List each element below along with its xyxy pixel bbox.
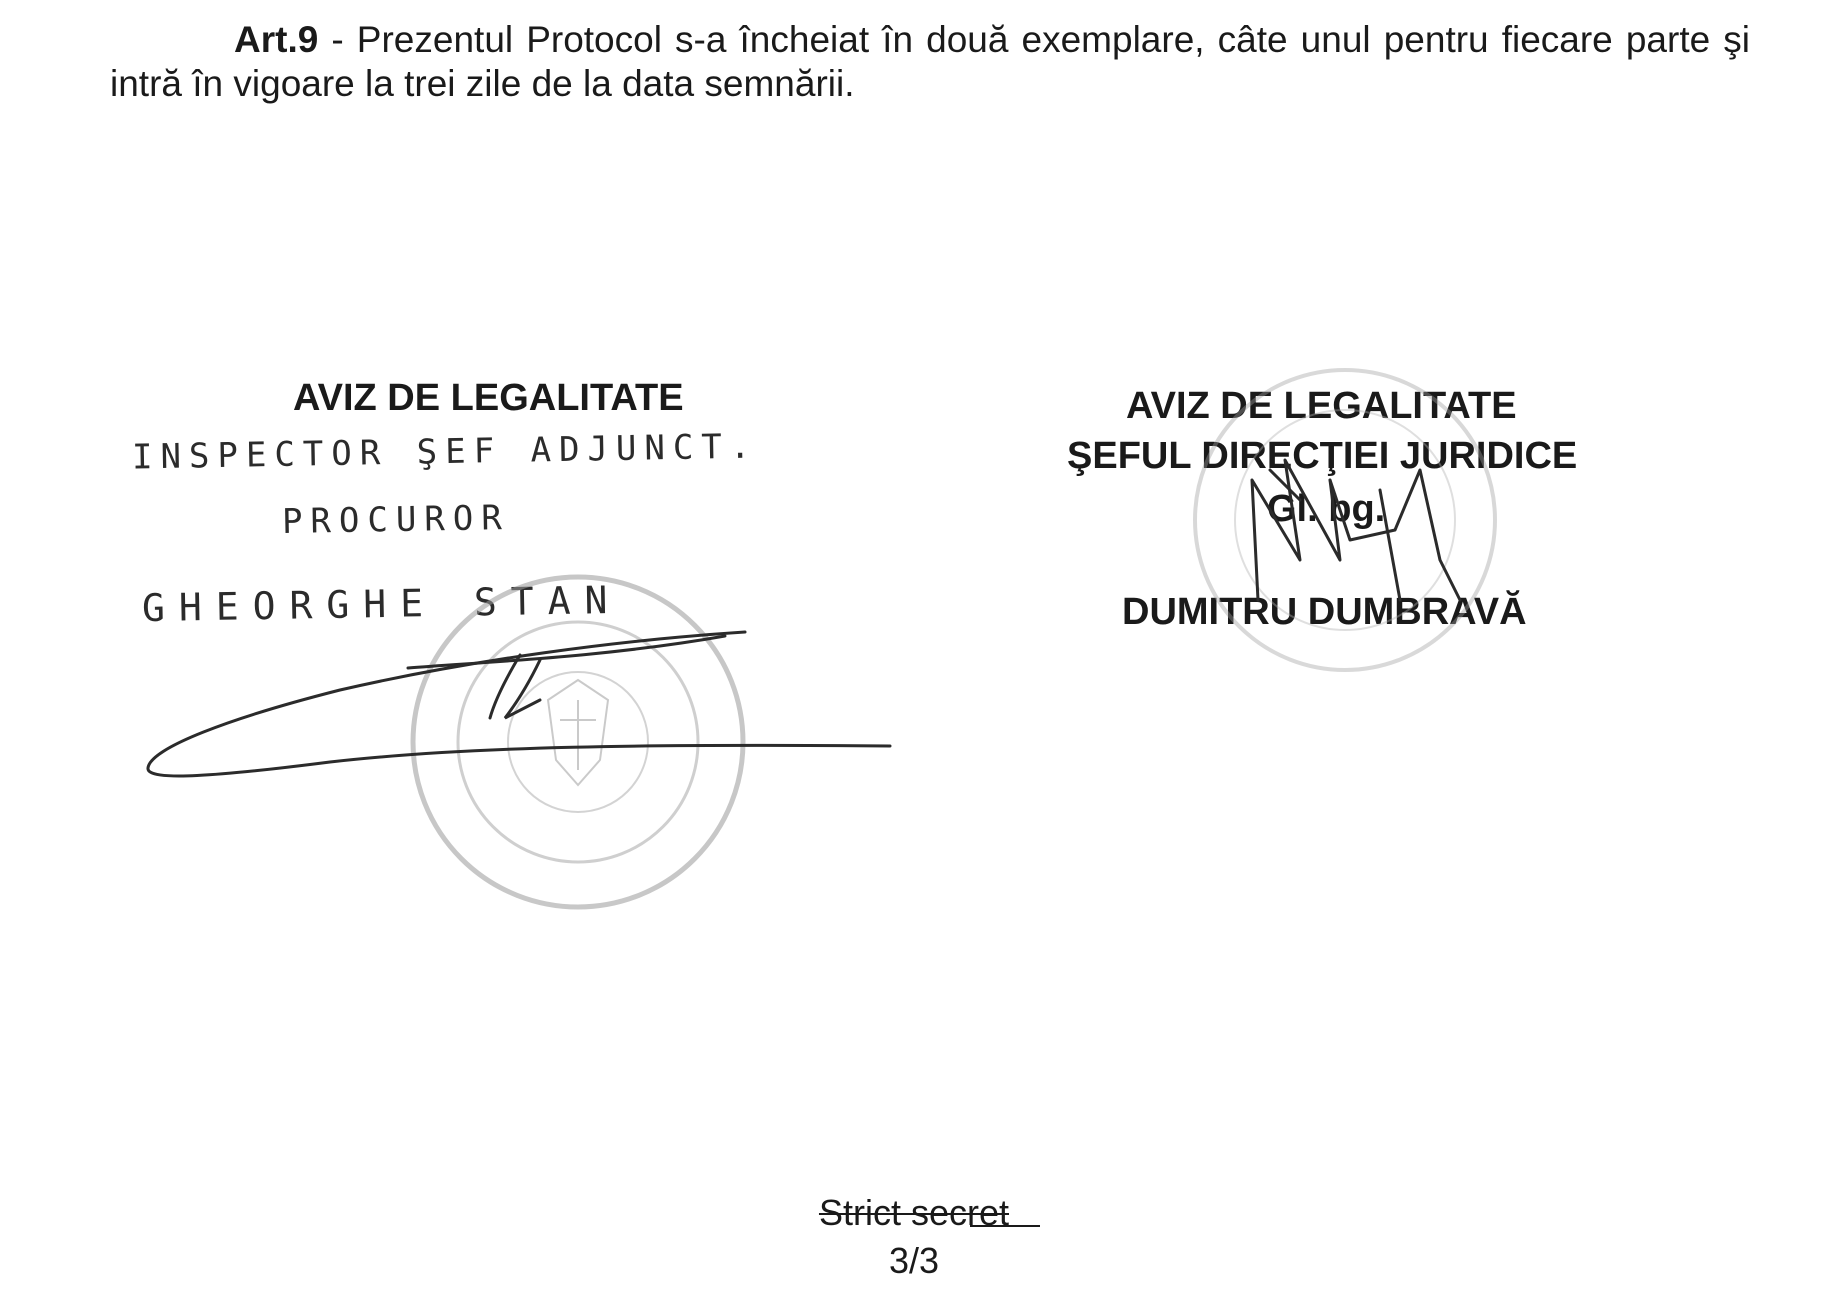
page-number: 3/3 xyxy=(888,1240,940,1281)
classification-mark xyxy=(0,1192,1828,1234)
right-legality-heading: AVIZ DE LEGALITATE xyxy=(1126,385,1517,427)
right-signatory-name: DUMITRU DUMBRAVĂ xyxy=(1122,591,1527,633)
article-9-paragraph xyxy=(110,18,1750,106)
left-legality-heading: AVIZ DE LEGALITATE xyxy=(293,377,684,419)
left-signature xyxy=(148,632,890,776)
right-role: ŞEFUL DIRECŢIEI JURIDICE xyxy=(1067,435,1578,477)
right-rank: Gl. bg. xyxy=(1267,488,1386,530)
handwritten-title-line2: PROCUROR xyxy=(281,498,511,542)
article-text: - Prezentul Protocol s-a încheiat în două exemplare, câte unul pentru fiecare parte şi intră în vigoare la trei zile de la data semnării. xyxy=(110,19,1750,104)
article-number: Art.9 xyxy=(234,19,319,60)
classification-text: Strict secret xyxy=(818,1192,1010,1233)
handwritten-name: GHEORGHE STAN xyxy=(141,577,622,631)
handwritten-title-line1: INSPECTOR ŞEF ADJUNCT. xyxy=(131,426,759,478)
left-official-stamp xyxy=(413,577,743,907)
